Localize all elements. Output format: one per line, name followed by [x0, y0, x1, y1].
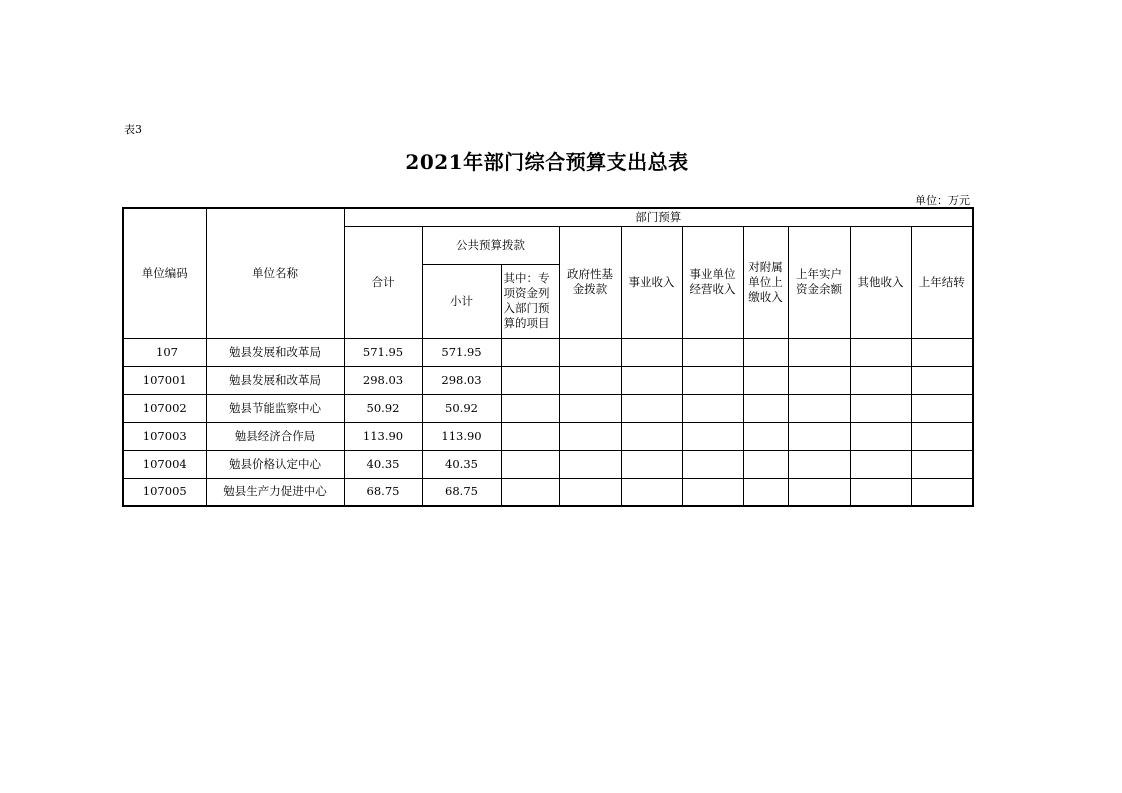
cell-subtotal: 50.92: [422, 394, 501, 422]
header-unit-name: 单位名称: [206, 208, 344, 338]
header-other-income: 其他收入: [850, 226, 911, 338]
cell-unit-code: 107001: [123, 366, 206, 394]
cell-unit-code: 107003: [123, 422, 206, 450]
cell-empty: [621, 422, 682, 450]
header-prev-balance: 上年实户资金余额: [788, 226, 850, 338]
header-dept-budget: 部门预算: [344, 208, 973, 226]
cell-empty: [559, 450, 621, 478]
cell-empty: [743, 450, 788, 478]
cell-empty: [743, 478, 788, 506]
header-public-budget: 公共预算拨款: [422, 226, 559, 264]
cell-empty: [682, 366, 743, 394]
cell-empty: [911, 478, 973, 506]
cell-unit-name: 勉县节能监察中心: [206, 394, 344, 422]
table-row: [123, 366, 973, 394]
cell-unit-code: 107004: [123, 450, 206, 478]
cell-unit-code: 107005: [123, 478, 206, 506]
page-title: 2021年部门综合预算支出总表: [405, 150, 689, 174]
cell-total: 113.90: [344, 422, 422, 450]
cell-empty: [621, 338, 682, 366]
cell-subtotal: 68.75: [422, 478, 501, 506]
cell-empty: [911, 450, 973, 478]
cell-empty: [788, 394, 850, 422]
header-unit-code: 单位编码: [123, 208, 206, 338]
cell-empty: [501, 422, 559, 450]
cell-empty: [743, 394, 788, 422]
table-label: 表3: [124, 123, 142, 136]
cell-empty: [743, 422, 788, 450]
cell-total: 68.75: [344, 478, 422, 506]
cell-empty: [501, 366, 559, 394]
budget-table: [122, 207, 974, 507]
cell-empty: [911, 422, 973, 450]
cell-unit-name: 勉县经济合作局: [206, 422, 344, 450]
cell-empty: [501, 478, 559, 506]
cell-empty: [621, 366, 682, 394]
cell-subtotal: 40.35: [422, 450, 501, 478]
cell-empty: [743, 338, 788, 366]
cell-empty: [788, 450, 850, 478]
cell-empty: [850, 422, 911, 450]
cell-empty: [559, 422, 621, 450]
cell-unit-name: 勉县价格认定中心: [206, 450, 344, 478]
cell-unit-code: 107002: [123, 394, 206, 422]
cell-empty: [850, 338, 911, 366]
cell-empty: [501, 338, 559, 366]
header-business-income: 事业收入: [621, 226, 682, 338]
cell-subtotal: 113.90: [422, 422, 501, 450]
cell-empty: [850, 366, 911, 394]
cell-unit-code: 107: [123, 338, 206, 366]
cell-empty: [788, 338, 850, 366]
cell-empty: [911, 338, 973, 366]
cell-empty: [682, 338, 743, 366]
cell-empty: [911, 366, 973, 394]
unit-note: 单位：万元: [915, 194, 970, 207]
cell-empty: [788, 366, 850, 394]
header-gov-fund: 政府性基金拨款: [559, 226, 621, 338]
cell-empty: [501, 450, 559, 478]
cell-empty: [621, 394, 682, 422]
cell-empty: [682, 450, 743, 478]
cell-empty: [682, 422, 743, 450]
header-special-funds: 其中：专项资金列入部门预算的项目: [501, 264, 559, 338]
cell-unit-name: 勉县发展和改革局: [206, 366, 344, 394]
cell-unit-name: 勉县生产力促进中心: [206, 478, 344, 506]
cell-empty: [788, 422, 850, 450]
cell-empty: [559, 394, 621, 422]
table-row: [123, 338, 973, 366]
header-affiliated-income: 对附属单位上缴收入: [743, 226, 788, 338]
cell-empty: [788, 478, 850, 506]
header-total: 合计: [344, 226, 422, 338]
cell-empty: [501, 394, 559, 422]
header-row-1: [123, 208, 973, 226]
cell-empty: [621, 478, 682, 506]
cell-empty: [559, 366, 621, 394]
cell-empty: [850, 394, 911, 422]
table-row: [123, 478, 973, 506]
cell-total: 298.03: [344, 366, 422, 394]
header-operating-income: 事业单位经营收入: [682, 226, 743, 338]
cell-empty: [850, 450, 911, 478]
cell-total: 50.92: [344, 394, 422, 422]
cell-empty: [743, 366, 788, 394]
cell-empty: [682, 478, 743, 506]
cell-subtotal: 298.03: [422, 366, 501, 394]
cell-unit-name: 勉县发展和改革局: [206, 338, 344, 366]
table-row: [123, 394, 973, 422]
cell-empty: [911, 394, 973, 422]
cell-empty: [559, 338, 621, 366]
header-prev-carryover: 上年结转: [911, 226, 973, 338]
cell-empty: [559, 478, 621, 506]
cell-total: 40.35: [344, 450, 422, 478]
header-subtotal: 小计: [422, 264, 501, 338]
cell-total: 571.95: [344, 338, 422, 366]
cell-empty: [850, 478, 911, 506]
cell-empty: [621, 450, 682, 478]
cell-empty: [682, 394, 743, 422]
table-row: [123, 422, 973, 450]
table-row: [123, 450, 973, 478]
cell-subtotal: 571.95: [422, 338, 501, 366]
